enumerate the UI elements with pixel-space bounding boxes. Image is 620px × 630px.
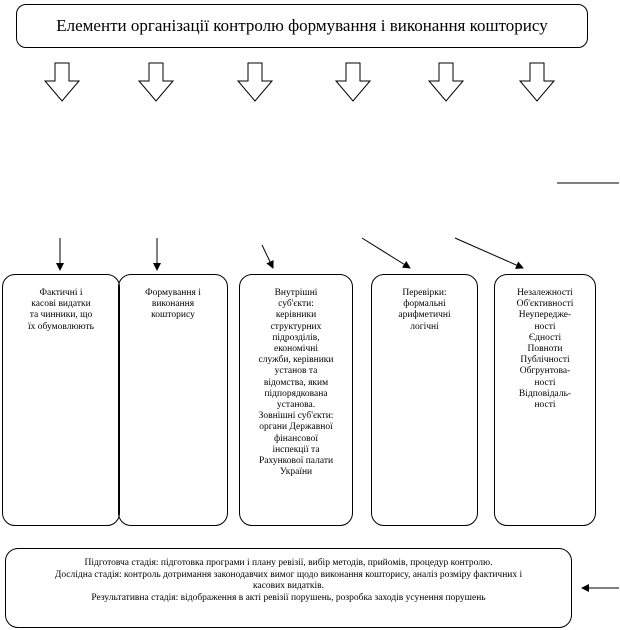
title-box bbox=[16, 4, 588, 48]
box-line: установа. bbox=[276, 400, 316, 411]
block-arrow-4 bbox=[336, 63, 370, 101]
box-line: Рахункової палати bbox=[258, 456, 334, 467]
box-line: установ та bbox=[274, 366, 318, 377]
box-line: відомства, яким bbox=[263, 377, 329, 388]
box-line: суб'єкти: bbox=[278, 299, 314, 310]
box-line: Зовнішні суб'єкти: bbox=[258, 411, 334, 422]
stages-box bbox=[5, 548, 572, 628]
arrow-to-box-3 bbox=[262, 245, 273, 268]
diagram-title: Елементи організації контролю формування і виконання кошторису bbox=[56, 16, 548, 35]
box-line: служби, керівники bbox=[258, 355, 334, 366]
arrow-to-box-4 bbox=[362, 238, 410, 268]
box-line: та чинники, що bbox=[29, 310, 93, 321]
block-arrow-1 bbox=[45, 63, 79, 101]
box-line: підпорядкована bbox=[264, 388, 328, 399]
box-line: ності bbox=[534, 377, 556, 388]
box-line: органи Державної bbox=[259, 422, 333, 433]
box-line: економічні bbox=[274, 344, 318, 355]
box-line: арифметичні bbox=[398, 310, 451, 321]
box-line: виконання bbox=[151, 299, 195, 310]
box-line: Обгрунтова- bbox=[519, 366, 571, 377]
box-line: фінансової bbox=[274, 433, 318, 444]
box-expenses bbox=[2, 274, 120, 526]
arrow-to-box-5 bbox=[455, 238, 523, 268]
box-line: їх обумовлюють bbox=[27, 321, 95, 332]
stage-line: Дослідна стадія: контроль дотримання законодавчих вимог щодо виконання кошторису, аналіз розміру фактичних і bbox=[54, 569, 523, 580]
box-line: Перевірки: bbox=[402, 288, 447, 298]
box-line: Відповідаль- bbox=[518, 388, 572, 399]
box-line: Формування і bbox=[145, 288, 201, 298]
box-line: Неупередже- bbox=[518, 310, 572, 321]
box-line: Єдності bbox=[528, 332, 562, 343]
box-line: Незалежності bbox=[517, 288, 573, 298]
box-line: логічні bbox=[410, 321, 439, 332]
box-line: підрозділів, bbox=[272, 332, 320, 343]
box-line: Фактичні і bbox=[39, 288, 83, 298]
box-control-subjects bbox=[239, 274, 353, 526]
box-line: формальні bbox=[403, 299, 446, 310]
box-checks bbox=[371, 274, 478, 526]
stage-line: Підготовча стадія: підготовка програми і плану ревізії, вибір методів, прийомів, процедур контролю. bbox=[84, 558, 493, 568]
block-arrow-3 bbox=[238, 63, 272, 101]
box-line: Об'єктивності bbox=[516, 299, 574, 310]
block-arrow-5 bbox=[429, 63, 463, 101]
stage-line: касових видатків. bbox=[253, 581, 324, 592]
box-line: Внутрішні bbox=[274, 288, 318, 298]
box-principles bbox=[494, 274, 596, 526]
box-budget-formation bbox=[118, 274, 228, 526]
box-line: касові видатки bbox=[31, 299, 91, 310]
box-line: Публічності bbox=[520, 355, 570, 366]
box-line: інспекції та bbox=[272, 444, 320, 455]
block-arrow-2 bbox=[139, 63, 173, 101]
box-line: ності bbox=[534, 321, 556, 332]
box-line: України bbox=[279, 467, 313, 478]
box-line: керівники bbox=[275, 310, 317, 321]
box-line: кошторису bbox=[151, 310, 195, 321]
box-line: Повноти bbox=[527, 344, 563, 355]
box-line: ності bbox=[534, 400, 556, 411]
stage-line: Результативна стадія: відображення в акті ревізії порушень, розробка заходів усунення порушень bbox=[91, 592, 486, 603]
block-arrow-6 bbox=[520, 63, 554, 101]
box-line: структурних bbox=[270, 321, 322, 332]
